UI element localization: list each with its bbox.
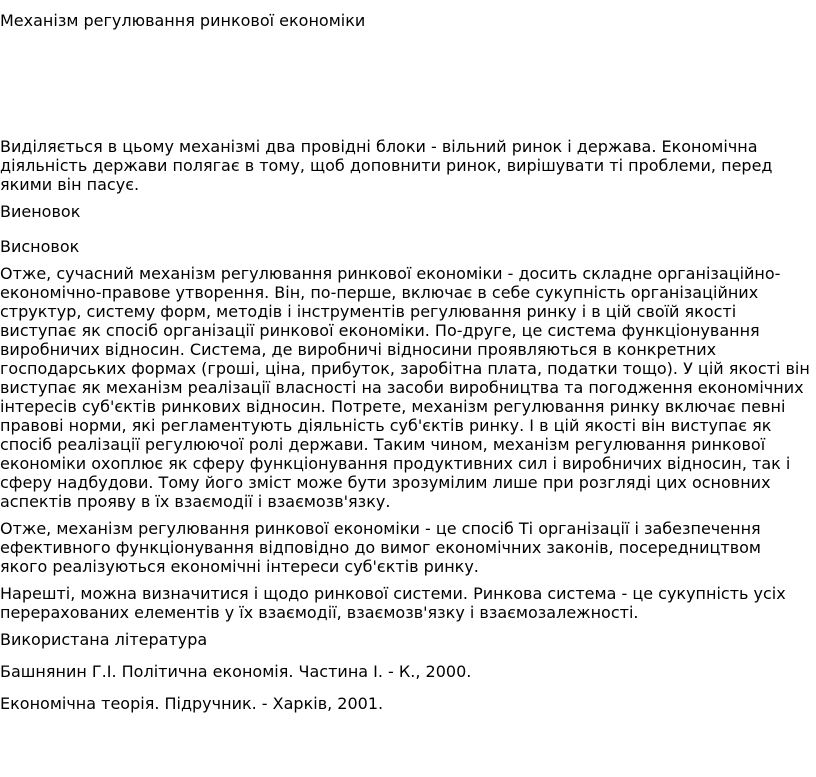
document-body bbox=[0, 137, 812, 726]
heading-conclusion: Висновок bbox=[0, 237, 80, 256]
paragraph-market-system: Нарешті, можна визначитися і щодо ринкової системи. Ринкова система - це сукупність усіх перерахованих елементів у їх взаємодії, взаємозв'язку і взаємозалежності. bbox=[0, 584, 786, 622]
paragraph-definition: Отже, механізм регулювання ринкової економіки - це спосіб Ті організації і забезпечення ефективного функціонування відповідно до вимог економічних законів, посередництвом якого реалізуються економічні інтереси суб'єктів ринку. bbox=[0, 519, 761, 576]
document-title: Механізм регулювання ринкової економіки bbox=[0, 11, 366, 30]
paragraph-conclusion: Отже, сучасний механізм регулювання ринкової економіки - досить складне організаційно-економічно-правове утворення. Він, по-перше, включає в себе сукупність організаційних структур, систему форм, методів і інструментів регулювання ринку і в цій своїй якості виступає як спосіб організації ринкової економіки. По-друге, це система функціонування виробничих відносин. Система, де виробничі відносини проявляються в конкретних господарських формах (гроші, ціна, прибуток, заробітна плата, податки тощо). У цій якості він виступає як механізм реалізації власності на засоби виробництва та погодження економічних інтересів суб'єктів ринкових відносин. Потрете, механізм регулювання ринку включає певні правові норми, які регламентують діяльність суб'єктів ринку. І в цій якості він виступає як спосіб реалізації регулюючої ролі держави. Таким чином, механізм регулювання ринкової економіки охоплює як сферу функціонування продуктивних сил і виробничих відносин, так і сферу надбудови. Тому його зміст може бути зрозумілим лише при розгляді цих основних аспектів прояву в їх взаємодії і взаємозв'язку. bbox=[0, 264, 810, 511]
heading-typo: Виеновок bbox=[0, 202, 81, 221]
reference-item: Башнянин Г.І. Політична економія. Частина І. - К., 2000. bbox=[0, 662, 472, 681]
paragraph-intro: Виділяється в цьому механізмі два провідні блоки - вільний ринок і держава. Економічна діяльність держави полягає в тому, щоб доповнити ринок, вирішувати ті проблеми, перед якими він пасує. bbox=[0, 137, 773, 194]
reference-item: Економічна теорія. Підручник. - Харків, 2001. bbox=[0, 694, 384, 713]
heading-references: Використана література bbox=[0, 630, 208, 649]
